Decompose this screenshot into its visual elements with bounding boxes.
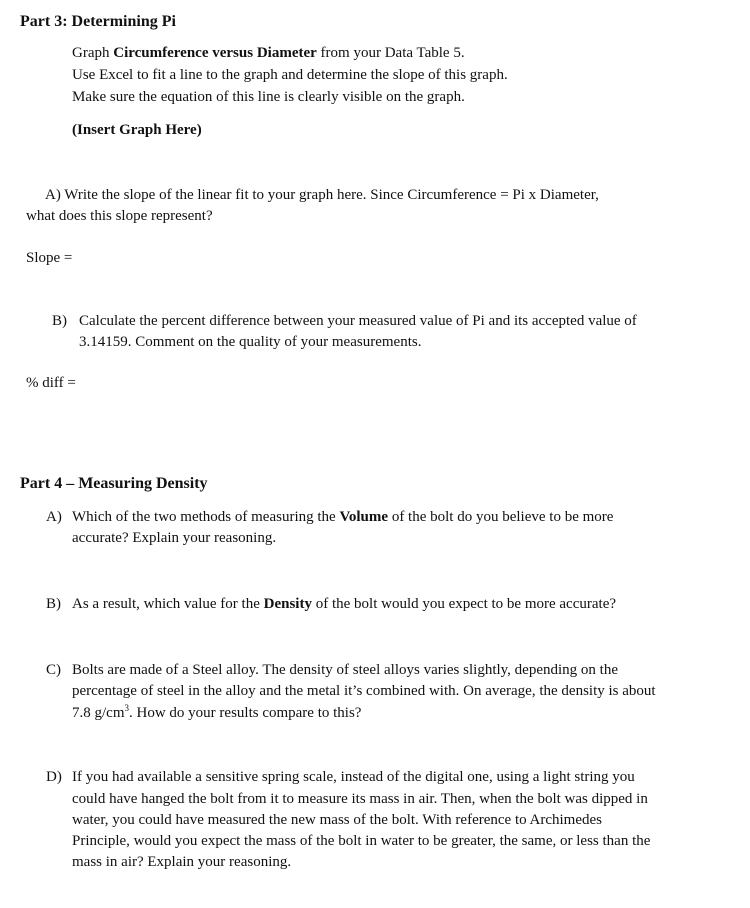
- part3-intro-line1-pre: Graph: [72, 45, 114, 61]
- part4-question-c-line2: percentage of steel in the alloy and the metal it’s combined with. On average, the density is about: [72, 683, 656, 699]
- part3-intro-line1: [72, 43, 465, 64]
- part4-heading: Part 4 – Measuring Density: [20, 475, 208, 492]
- part3-intro-line3: Make sure the equation of this line is clearly visible on the graph.: [72, 89, 465, 105]
- part4-question-d-line3: water, you could have measured the new mass of the bolt. With reference to Archimedes: [72, 812, 603, 828]
- part4-question-b-line1-bold: Density: [263, 596, 312, 612]
- part3-question-a-line2: what does this slope represent?: [26, 208, 213, 224]
- part3-question-b-letter: B): [52, 313, 67, 329]
- part4-question-a-line1-post: of the bolt do you believe to be more: [388, 509, 614, 525]
- part4-question-a-line1-bold: Volume: [339, 509, 389, 525]
- part4-question-d-line5: mass in air? Explain your reasoning.: [72, 854, 292, 870]
- slope-label: Slope =: [26, 250, 73, 266]
- part3-heading: Part 3: Determining Pi: [20, 13, 176, 30]
- part3-intro-line2: Use Excel to fit a line to the graph and determine the slope of this graph.: [72, 67, 508, 83]
- part4-question-c-line1: Bolts are made of a Steel alloy. The density of steel alloys varies slightly, depending on the: [72, 662, 618, 678]
- part3-intro-line1-post: from your Data Table 5.: [316, 45, 465, 61]
- part4-question-b-letter: B): [46, 596, 61, 612]
- diff-label: % diff =: [26, 375, 76, 391]
- part3-intro-line1-bold: Circumference versus Diameter: [113, 45, 317, 61]
- insert-graph-placeholder: (Insert Graph Here): [72, 122, 202, 138]
- part4-question-b-line1-pre: As a result, which value for the: [72, 596, 264, 612]
- part3-question-b-line2: 3.14159. Comment on the quality of your measurements.: [79, 334, 422, 350]
- part3-question-a-line1: A) Write the slope of the linear fit to your graph here. Since Circumference = Pi x Diameter,: [45, 187, 599, 203]
- part4-question-b-line1-post: of the bolt would you expect to be more accurate?: [311, 596, 617, 612]
- part4-question-c-letter: C): [46, 662, 61, 678]
- part4-question-c-line3: [72, 703, 361, 724]
- part4-question-b-line1: [72, 594, 616, 615]
- part4-question-d-line1: If you had available a sensitive spring scale, instead of the digital one, using a light string you: [72, 769, 635, 785]
- part4-question-a-line2: accurate? Explain your reasoning.: [72, 530, 277, 546]
- part4-question-c-line3-pre: 7.8 g/cm: [72, 705, 125, 721]
- cubic-superscript: 3: [124, 703, 129, 713]
- part4-question-a-letter: A): [46, 509, 62, 525]
- part4-question-c-line3-post: . How do your results compare to this?: [129, 705, 362, 721]
- part4-question-a-line1: [72, 507, 613, 528]
- part4-question-a-line1-pre: Which of the two methods of measuring the: [72, 509, 340, 525]
- part4-question-d-letter: D): [46, 769, 62, 785]
- part3-question-b-line1: Calculate the percent difference between your measured value of Pi and its accepted value of: [79, 313, 637, 329]
- part4-question-d-line2: could have hanged the bolt from it to measure its mass in air. Then, when the bolt was dipped in: [72, 791, 648, 807]
- part4-question-d-line4: Principle, would you expect the mass of the bolt in water to be greater, the same, or less than the: [72, 833, 651, 849]
